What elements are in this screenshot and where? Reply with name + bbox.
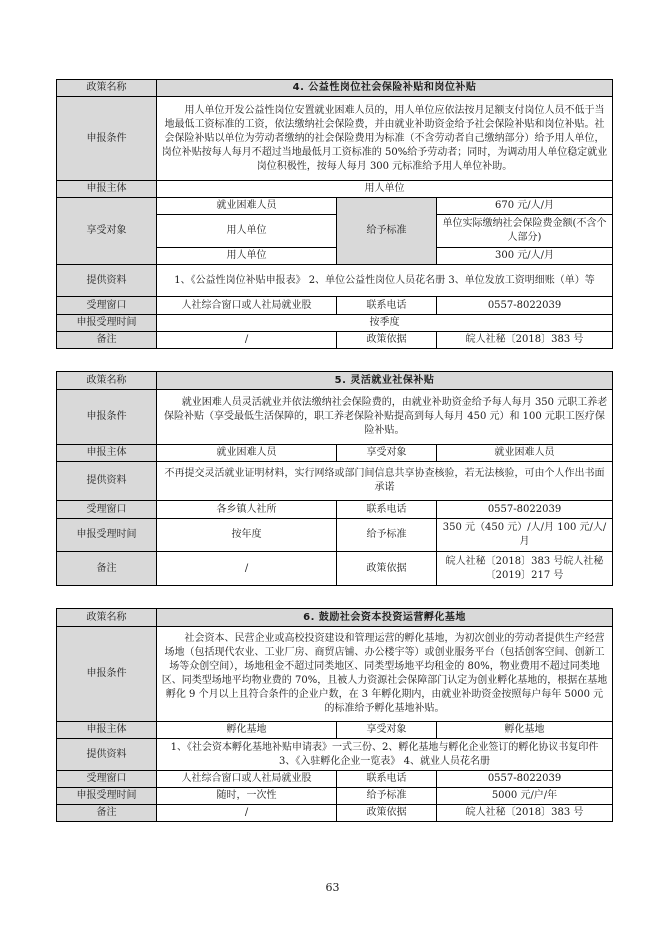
- time-label: 申报受理时间: [57, 788, 157, 805]
- note-value: /: [157, 332, 337, 349]
- policy-table-4: [56, 79, 613, 349]
- policy-name-label: 政策名称: [57, 372, 157, 390]
- note-value: /: [157, 552, 337, 586]
- standard-label: 给予标准: [337, 788, 437, 805]
- phone-label: 联系电话: [337, 501, 437, 519]
- phone-value: 0557-8022039: [437, 771, 613, 788]
- standard-value: 350 元（450 元）/人/月 100 元/人/月: [437, 519, 613, 552]
- note-value: /: [157, 805, 337, 822]
- conditions-label: 申报条件: [57, 627, 157, 722]
- policy-title: 6. 鼓励社会资本投资运营孵化基地: [157, 609, 613, 627]
- phone-value: 0557-8022039: [437, 297, 613, 315]
- subject-value: 就业困难人员: [157, 445, 337, 462]
- time-value: 随时，一次性: [157, 788, 337, 805]
- basis-label: 政策依据: [337, 332, 437, 349]
- conditions-text: 用人单位开发公益性岗位安置就业困难人员的，用人单位应依法按月足额支付岗位人员不低于当地最低工资标准的工资，依法缴纳社会保险费，并由就业补助资金给予社会保险补贴和岗位补贴。社会保险补贴以单位为劳动者缴纳的社会保险费用为标准（不含劳动者自己缴纳部分）给予用人单位，岗位补贴按每人每月不超过当地最低月工资标准的 50%给予劳动者；同时，为调动用人单位稳定就业岗位积极性，按每人每月 300 元标准给予用人单位补助。: [157, 97, 613, 181]
- beneficiary-value: 用人单位: [157, 248, 337, 265]
- policy-title: 4. 公益性岗位社会保险补贴和岗位补贴: [157, 80, 613, 97]
- window-label: 受理窗口: [57, 771, 157, 788]
- policy-title: 5. 灵活就业社保补贴: [157, 372, 613, 390]
- materials-label: 提供资料: [57, 265, 157, 297]
- standard-value: 670 元/人/月: [437, 198, 613, 215]
- beneficiary-label: 享受对象: [337, 722, 437, 739]
- standard-value: 5000 元/户/年: [437, 788, 613, 805]
- beneficiary-value: 用人单位: [157, 215, 337, 248]
- phone-value: 0557-8022039: [437, 501, 613, 519]
- standard-label: 给予标准: [337, 519, 437, 552]
- phone-label: 联系电话: [337, 297, 437, 315]
- conditions-label: 申报条件: [57, 390, 157, 445]
- note-label: 备注: [57, 332, 157, 349]
- subject-label: 申报主体: [57, 181, 157, 198]
- window-value: 人社综合窗口或人社局就业股: [157, 771, 337, 788]
- basis-value: 皖人社秘〔2018〕383 号: [437, 332, 613, 349]
- note-label: 备注: [57, 805, 157, 822]
- beneficiary-label: 享受对象: [337, 445, 437, 462]
- basis-label: 政策依据: [337, 805, 437, 822]
- basis-label: 政策依据: [337, 552, 437, 586]
- beneficiary-label: 享受对象: [57, 198, 157, 265]
- note-label: 备注: [57, 552, 157, 586]
- conditions-label: 申报条件: [57, 97, 157, 181]
- window-label: 受理窗口: [57, 297, 157, 315]
- beneficiary-value: 孵化基地: [437, 722, 613, 739]
- window-value: 各乡镇人社所: [157, 501, 337, 519]
- standard-label: 给予标准: [337, 198, 437, 265]
- materials-text: 1、《公益性岗位补贴申报表》 2、单位公益性岗位人员花名册 3、单位发放工资明细账（单）等: [157, 265, 613, 297]
- subject-label: 申报主体: [57, 722, 157, 739]
- policy-name-label: 政策名称: [57, 609, 157, 627]
- materials-label: 提供资料: [57, 739, 157, 771]
- materials-text: 不再提交灵活就业证明材料，实行网络或部门间信息共享协查核验，若无法核验，可由个人作出书面承诺: [157, 462, 613, 501]
- materials-text: 1、《社会资本孵化基地补贴申请表》一式三份、2、孵化基地与孵化企业签订的孵化协议书复印件 3、《入驻孵化企业一览表》 4、就业人员花名册: [157, 739, 613, 771]
- basis-value: 皖人社秘〔2018〕383 号: [437, 805, 613, 822]
- basis-value: 皖人社秘〔2018〕383 号皖人社秘〔2019〕217 号: [437, 552, 613, 586]
- window-label: 受理窗口: [57, 501, 157, 519]
- time-value: 按季度: [157, 315, 613, 332]
- phone-label: 联系电话: [337, 771, 437, 788]
- page-number: 63: [325, 881, 340, 894]
- beneficiary-value: 就业困难人员: [157, 198, 337, 215]
- beneficiary-value: 就业困难人员: [437, 445, 613, 462]
- standard-value: 单位实际缴纳社会保险费金额(不含个人部分): [437, 215, 613, 248]
- subject-value: 孵化基地: [157, 722, 337, 739]
- window-value: 人社综合窗口或人社局就业股: [157, 297, 337, 315]
- time-label: 申报受理时间: [57, 315, 157, 332]
- subject-value: 用人单位: [157, 181, 613, 198]
- policy-table-6: [56, 608, 613, 822]
- subject-label: 申报主体: [57, 445, 157, 462]
- time-value: 按年度: [157, 519, 337, 552]
- policy-name-label: 政策名称: [57, 80, 157, 97]
- policy-table-5: [56, 371, 613, 586]
- materials-label: 提供资料: [57, 462, 157, 501]
- standard-value: 300 元/人/月: [437, 248, 613, 265]
- conditions-text: 就业困难人员灵活就业并依法缴纳社会保险费的，由就业补助资金给予每人每月 350 元职工养老保险补贴（享受最低生活保障的，职工养老保险补贴提高到每人每月 450 元）和 100 元职工医疗保险补贴。: [157, 390, 613, 445]
- time-label: 申报受理时间: [57, 519, 157, 552]
- conditions-text: 社会资本、民营企业或高校投资建设和管理运营的孵化基地，为初次创业的劳动者提供生产经营场地（包括现代农业、工业厂房、商贸店铺、办公楼宇等）或创业服务平台（包括创客空间、创新工场等众创空间），场地租金不超过同类地区、同类型场地平均租金的 80%，物业费用不超过同类地区、同类型场地平均物业费的 70%，且被人力资源社会保障部门认定为创业孵化基地的，根据在基地孵化 9 个月以上且符合条件的企业户数，在 3 年孵化期内，由就业补助资金按照每户每年 5000 元的标准给予孵化基地补贴。: [157, 627, 613, 722]
